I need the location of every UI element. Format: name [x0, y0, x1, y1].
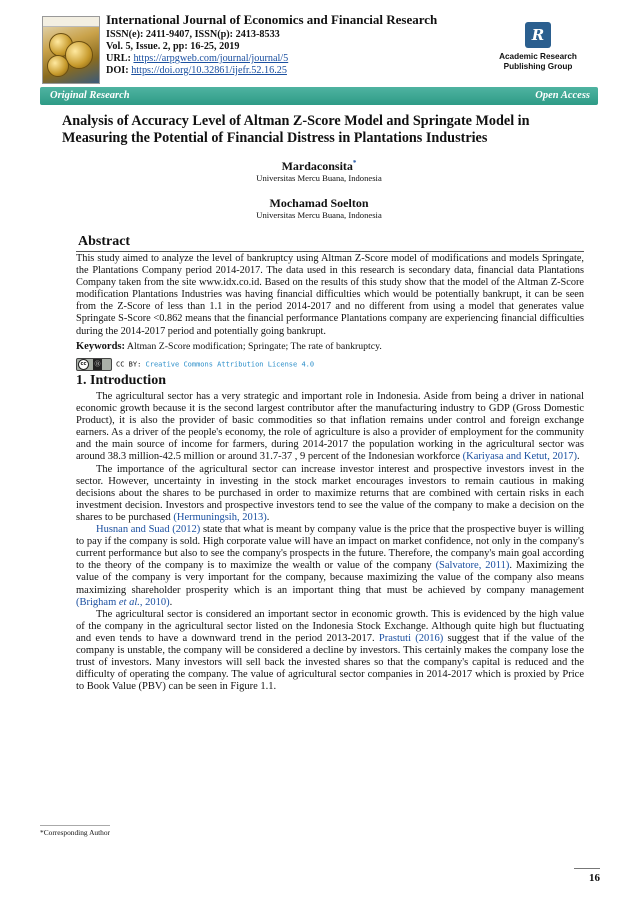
- paragraph-text: state that what is meant by company value is the price that the prospective buyer is willing to pay if the company is sold. High corporate value will have an impact on market confidence, not only in the company's current performance but also to see the company's prospects in the future. Therefore, the company's main goal according to the theory of the company is to maximize the wealth or value of the company: [76, 524, 584, 572]
- abstract-divider: [76, 251, 584, 252]
- citation-link[interactable]: (Hermuningsih, 2013): [173, 511, 267, 523]
- citation-part: et al.: [118, 596, 140, 608]
- paragraph-text: The agricultural sector is considered an important sector in economic growth. This is evidenced by the high value of the company in the agricultural sector listed on the Indonesia Stock Exchange. Although quite high but fluctuating and even tends to have a downward trend in the period 2013-2017.: [76, 608, 584, 644]
- cc-by-badge-icon[interactable]: [76, 358, 112, 371]
- footnote-divider: [40, 825, 110, 826]
- open-access-label: Open Access: [535, 90, 590, 101]
- article-type-banner: [40, 87, 598, 105]
- author-block: [0, 156, 638, 184]
- paragraph-text: . Maximizing the value of the company is very important for the company, because maximizing the value of the company also means maximizing shareholder prosperity which is an important thing that must be achieved by company management: [76, 560, 584, 596]
- doi-link[interactable]: https://doi.org/10.32861/ijefr.52.16.25: [131, 65, 287, 76]
- introduction-body: [76, 391, 584, 693]
- paragraph-text: .: [266, 511, 270, 523]
- page-number-rule: [574, 868, 600, 869]
- journal-title: International Journal of Economics and Financial Research: [106, 12, 438, 27]
- journal-header: [40, 12, 598, 82]
- paragraph: [76, 391, 584, 464]
- journal-cover-image: [42, 16, 100, 84]
- paragraph: [76, 524, 584, 609]
- paragraph: [76, 609, 584, 694]
- article-title: Analysis of Accuracy Level of Altman Z-Score Model and Springate Model in Measuring the Potential of Financial Distress in Plantations Industries: [62, 113, 530, 146]
- author-name-text: Mardaconsita: [281, 159, 353, 173]
- corresponding-author-note: *Corresponding Author: [40, 828, 111, 837]
- paragraph-text: .: [169, 596, 173, 608]
- corresponding-mark[interactable]: *: [352, 159, 357, 167]
- citation-link[interactable]: (Kariyasa and Ketut, 2017): [462, 451, 577, 463]
- citation-link[interactable]: Husnan and Suad (2012): [96, 524, 201, 536]
- publisher-block: [478, 22, 598, 72]
- doi-label: DOI:: [106, 65, 129, 76]
- keywords-text: Altman Z-Score modification; Springate; The rate of bankruptcy.: [126, 341, 382, 352]
- license-prefix: CC BY:: [116, 360, 142, 369]
- author-name: [0, 156, 638, 173]
- author-affiliation: Universitas Mercu Buana, Indonesia: [256, 173, 382, 183]
- publisher-logo-icon: R: [525, 22, 551, 48]
- citation-link[interactable]: (Salvatore, 2011): [435, 560, 510, 572]
- paragraph-text: .: [576, 451, 580, 463]
- keywords-label: Keywords:: [76, 341, 125, 352]
- url-line: [106, 53, 466, 65]
- abstract-text: This study aimed to analyze the level of bankruptcy using Altman Z-Score model of modifications and models Springate, the Plantations Company period 2014-2017. The data used in this research is secondary data, financial data Plantations Company taken from the site www.idx.co.id. Based on the results of this study show that the model of the Altman Z-Score modification Plantations Industries was having financial difficulties which would be potentially bankrupt, it can be seen from the Z-Score of less than 1.1 in the period 2014-2017 and no different from using a model that generates value Springate S-Score <0.862 means that the financial performance Plantations company are experiencing financial difficulties during the 2014-2017 period and potentially going bankrupt.: [76, 253, 584, 337]
- paragraph-text: The agricultural sector has a very strategic and important role in Indonesia. Aside from being a driver in national economic growth because it is the second largest contributor after the manufacturing industry to GDP (Gross Domestic Product), it is also the provider of basic commodities so that inflation remains under control and foreign exchange earners. As a driver of the people's economy, the role of agriculture is also a provider of employment for the community and the main source of income for farmers, during 2014-2017 the population working in the agricultural sector was around 38.3 million-42.5 million or around 31.7-37 , 9 percent of the Indonesian workforce: [76, 391, 584, 463]
- by-icon: Ⓑ: [94, 361, 101, 368]
- doi-line: [106, 65, 466, 77]
- abstract-heading: Abstract: [78, 234, 131, 249]
- citation-part: , 2010): [139, 596, 170, 608]
- citation-link[interactable]: Prastuti (2016): [378, 632, 444, 644]
- license-line: [76, 358, 314, 370]
- journal-url-link[interactable]: https://arpgweb.com/journal/journal/5: [133, 53, 289, 64]
- cc-icon: cc: [78, 359, 89, 370]
- publisher-name: Academic Research Publishing Group: [499, 52, 577, 71]
- paragraph: [76, 464, 584, 524]
- coin-graphic: [47, 55, 69, 77]
- cover-band: [43, 17, 99, 27]
- volume-line: Vol. 5, Issue. 2, pp: 16-25, 2019: [106, 41, 240, 52]
- article-type-label: Original Research: [50, 90, 130, 101]
- citation-part: (Brigham: [76, 596, 119, 608]
- journal-meta: [106, 12, 466, 77]
- author-affiliation: Universitas Mercu Buana, Indonesia: [256, 210, 382, 220]
- license-link[interactable]: Creative Commons Attribution License 4.0: [145, 360, 315, 369]
- introduction-heading: 1. Introduction: [76, 373, 166, 388]
- citation-link[interactable]: [76, 597, 170, 608]
- url-label: URL:: [106, 53, 131, 64]
- paragraph-text: suggest that if the value of the company is unstable, the company will be considered a decline by investors. This certainly makes the company lose the trust of investors. Many investors will sell back the invested shares so that the company's capital is reduced and the difficulty of operating the company. The value of agricultural sector companies in 2014-2017 which is proxied by Price to Book Value (PBV) can be seen in Figure 1.1.: [76, 632, 584, 693]
- coin-graphic: [65, 41, 93, 69]
- author-name: Mochamad Soelton: [269, 196, 369, 210]
- issn-line: ISSN(e): 2411-9407, ISSN(p): 2413-8533: [106, 29, 280, 40]
- author-block: [0, 196, 638, 221]
- paragraph-text: The importance of the agricultural sector can increase investor interest and prospective investors invest in the sector. However, uncertainty in investing in the stock market encourages investors to remain cautious in making decisions about the shares to be purchased in order to maximize returns that are combined with certain risks in each investment decision. Investors and prospective investors tend to see the value of the company to make a decision on the shares to be purchased: [76, 463, 584, 523]
- keywords-line: [76, 341, 584, 353]
- page-number: 16: [589, 872, 600, 884]
